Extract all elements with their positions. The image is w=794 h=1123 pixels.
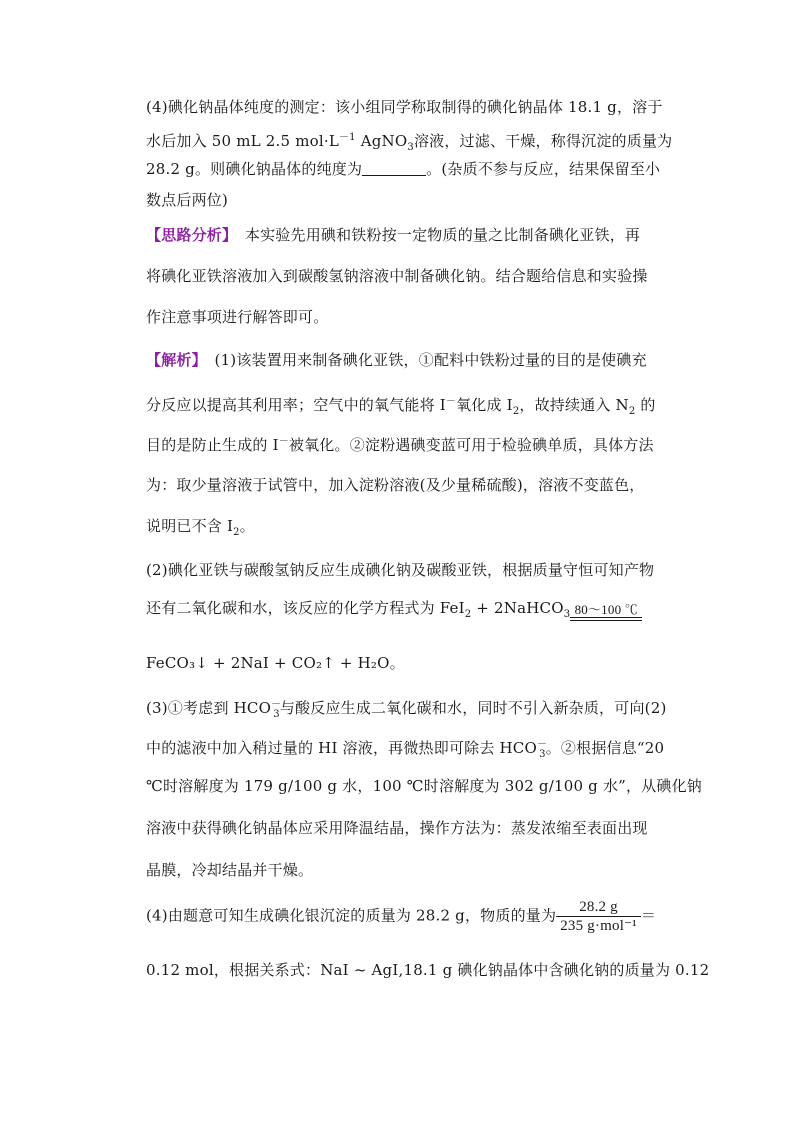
solution-tag: 【解析】	[146, 351, 200, 369]
text: 的	[635, 396, 656, 414]
equals-sign	[570, 617, 642, 621]
analysis-line-1	[146, 225, 676, 245]
solution-3-line-3	[146, 776, 703, 796]
question-4-line-1	[146, 97, 676, 117]
text: 被氧化。②淀粉遇碘变蓝可用于检验碘单质，具体方法	[288, 436, 654, 454]
superscript: －	[445, 396, 457, 407]
text: 与酸反应生成二氧化碳和水，同时不引入新杂质，可向(2)	[279, 699, 667, 717]
question-4-line-3	[146, 159, 676, 179]
text: (1)该装置用来制备碘化亚铁，①配料中铁粉过量的目的是使碘充	[199, 351, 647, 369]
solution-3-line-5	[146, 860, 676, 880]
solution-1-line-3	[146, 432, 676, 455]
question-4-line-4	[146, 190, 676, 210]
text: 0.12 mol，根据关系式：NaI ~ AgI,18.1 g 碘化钠晶体中含碘化钠的质量为 0.12	[146, 961, 710, 979]
text: 说明已不含 I	[146, 517, 234, 535]
fraction-denominator: 235 g·mol⁻¹	[560, 918, 637, 934]
text: 为：取少量溶液于试管中，加入淀粉溶液(及少量稀硫酸)，溶液不变蓝色，	[146, 476, 645, 494]
subscript: 3	[273, 709, 280, 720]
superscript: －	[536, 739, 548, 750]
text: 分反应以提高其利用率；空气中的氧气能将 I	[146, 396, 446, 414]
text: ，故持续通入 N	[519, 396, 629, 414]
text: 。(杂质不参与反应，结果保留至小	[426, 160, 661, 178]
solution-2-line-3	[146, 653, 676, 673]
analysis-tag: 【思路分析】	[146, 226, 230, 244]
text: + 2NaHCO	[471, 599, 564, 617]
solution-3-line-1	[146, 695, 676, 725]
text: (3)①考虑到 HCO	[146, 699, 272, 717]
subscript: 3	[407, 142, 414, 153]
subscript: 3	[539, 749, 546, 760]
condition-text: 80～100 ℃	[574, 602, 638, 617]
text: ＝	[640, 906, 657, 925]
analysis-line-3	[146, 307, 676, 327]
text: 作注意事项进行解答即可。	[146, 308, 329, 326]
solution-3-line-4	[146, 818, 676, 838]
text: 本实验先用碘和铁粉按一定物质的量之比制备碘化亚铁，再	[229, 226, 641, 244]
subscript: 2	[233, 527, 240, 538]
text: FeCO₃↓ + 2NaI + CO₂↑ + H₂O。	[146, 654, 405, 672]
subscript: 2	[512, 406, 520, 417]
text: 数点后两位)	[146, 191, 229, 209]
solution-2-line-1	[146, 560, 676, 580]
superscript: －1	[338, 132, 356, 143]
solution-4-line-1	[146, 898, 676, 935]
solution-1-line-1	[146, 350, 676, 370]
solution-1-line-4	[146, 475, 676, 495]
solution-3-line-2	[146, 735, 676, 765]
fraction	[556, 898, 641, 935]
superscript: －	[271, 699, 282, 710]
text: 。	[239, 517, 255, 535]
solution-1-line-2	[146, 392, 676, 422]
text: AgNO	[355, 132, 408, 150]
answer-blank	[362, 161, 426, 176]
text: (2)碘化亚铁与碳酸氢钠反应生成碘化钠及碳酸亚铁，根据质量守恒可知产物	[146, 561, 655, 579]
superscript: －	[278, 436, 289, 447]
solution-2-line-2	[146, 598, 676, 625]
text: 晶膜，冷却结晶并干燥。	[146, 861, 314, 879]
question-4-line-2	[146, 128, 676, 158]
text: 溶液中获得碘化钠晶体应采用降温结晶，操作方法为：蒸发浓缩至表面出现	[146, 819, 648, 837]
text: 还有二氧化碳和水，该反应的化学方程式为 FeI	[146, 599, 465, 617]
subscript: 2	[464, 609, 472, 620]
analysis-line-2	[146, 266, 676, 286]
text: (4)碘化钠晶体纯度的测定：该小组同学称取制得的碘化钠晶体 18.1 g，溶于	[146, 98, 663, 116]
text: ℃时溶解度为 179 g/100 g 水，100 ℃时溶解度为 302 g/100 g 水”，从碘化钠	[146, 777, 703, 795]
solution-1-line-5	[146, 516, 676, 543]
solution-4-line-2	[146, 960, 710, 980]
text: 水后加入 50 mL 2.5 mol·L	[146, 132, 339, 150]
text: 中的滤液中加入稍过量的 HI 溶液，再微热即可除去 HCO	[146, 739, 537, 757]
subscript: 2	[628, 406, 636, 417]
text: 。②根据信息“20	[545, 739, 665, 757]
fraction-numerator: 28.2 g	[556, 898, 641, 917]
text: 28.2 g。则碘化钠晶体的纯度为	[146, 160, 363, 178]
text: 将碘化亚铁溶液加入到碳酸氢钠溶液中制备碘化钠。结合题给信息和实验操	[146, 267, 648, 285]
text: 目的是防止生成的 I	[146, 436, 279, 454]
reaction-condition	[570, 602, 642, 625]
text: (4)由题意可知生成碘化银沉淀的质量为 28.2 g，物质的量为	[146, 906, 557, 925]
text: 溶液，过滤、干燥，称得沉淀的质量为	[413, 132, 673, 150]
subscript: 3	[563, 609, 571, 620]
text: 氧化成 I	[456, 396, 513, 414]
